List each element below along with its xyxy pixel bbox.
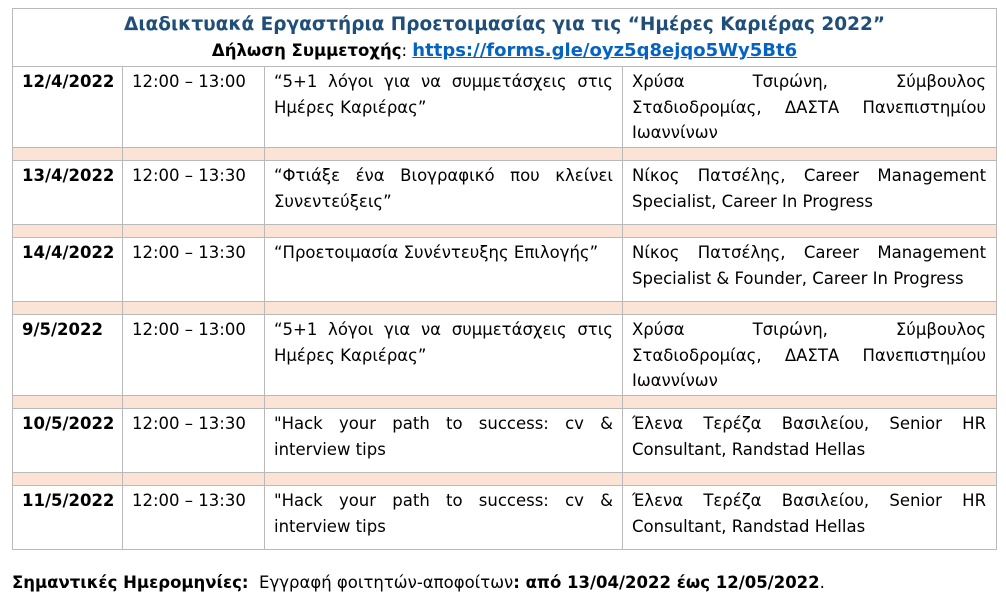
- topic-cell: "Hack your path to success: cv & interview tips: [265, 486, 623, 550]
- schedule-table: [12, 8, 997, 550]
- topic-cell: “5+1 λόγοι για να συμμετάσχεις στις Ημέρες Καριέρας”: [265, 315, 623, 396]
- speaker-cell: Έλενα Τερέζα Βασιλείου, Senior HR Consultant, Randstad Hellas: [623, 486, 997, 550]
- speaker-cell: Έλενα Τερέζα Βασιλείου, Senior HR Consultant, Randstad Hellas: [623, 409, 997, 473]
- spacer-cell: [265, 148, 623, 161]
- topic-cell: "Hack your path to success: cv & interview tips: [265, 409, 623, 473]
- spacer-cell: [123, 473, 265, 486]
- time-cell: 12:00 – 13:00: [123, 67, 265, 148]
- spacer-cell: [623, 473, 997, 486]
- time-cell: 12:00 – 13:30: [123, 238, 265, 302]
- speaker-cell: Χρύσα Τσιρώνη, Σύμβουλος Σταδιοδρομίας, ΔΑΣΤΑ Πανεπιστημίου Ιωαννίνων: [623, 67, 997, 148]
- time-cell: 12:00 – 13:30: [123, 161, 265, 225]
- time-cell: 12:00 – 13:30: [123, 486, 265, 550]
- spacer-cell: [265, 225, 623, 238]
- speaker-cell: Χρύσα Τσιρώνη, Σύμβουλος Σταδιοδρομίας, ΔΑΣΤΑ Πανεπιστημίου Ιωαννίνων: [623, 315, 997, 396]
- spacer-cell: [265, 396, 623, 409]
- important-dates-label: Σημαντικές Ημερομηνίες:: [12, 573, 249, 592]
- schedule-row: [13, 486, 997, 550]
- footer-end: .: [819, 573, 825, 592]
- schedule-row: [13, 238, 997, 302]
- spacer-cell: [623, 302, 997, 315]
- spacer-cell: [123, 396, 265, 409]
- spacer-row: [13, 148, 997, 161]
- schedule-row: [13, 409, 997, 473]
- important-dates-footer: [12, 570, 825, 596]
- declaration-label: Δήλωση Συμμετοχής: [211, 41, 402, 60]
- spacer-cell: [265, 473, 623, 486]
- date-cell: 14/4/2022: [13, 238, 123, 302]
- spacer-cell: [13, 473, 123, 486]
- date-cell: 9/5/2022: [13, 315, 123, 396]
- topic-cell: “Φτιάξε ένα Βιογραφικό που κλείνει Συνεντεύξεις”: [265, 161, 623, 225]
- spacer-cell: [13, 396, 123, 409]
- speaker-cell: Νίκος Πατσέλης, Career Management Specialist, Career In Progress: [623, 161, 997, 225]
- time-cell: 12:00 – 13:00: [123, 315, 265, 396]
- date-cell: 13/4/2022: [13, 161, 123, 225]
- date-cell: 11/5/2022: [13, 486, 123, 550]
- spacer-cell: [13, 302, 123, 315]
- spacer-cell: [123, 302, 265, 315]
- header-row: [13, 9, 997, 67]
- registration-range: : από 13/04/2022 έως 12/05/2022: [513, 573, 820, 592]
- page-title: Διαδικτυακά Εργαστήρια Προετοιμασίας για τις “Ημέρες Καριέρας 2022”: [124, 14, 886, 35]
- topic-cell: “Προετοιμασία Συνέντευξης Επιλογής”: [265, 238, 623, 302]
- spacer-cell: [13, 225, 123, 238]
- spacer-cell: [123, 148, 265, 161]
- schedule-row: [13, 67, 997, 148]
- schedule-document: [12, 8, 996, 550]
- spacer-row: [13, 396, 997, 409]
- declaration-line: [13, 38, 996, 64]
- schedule-row: [13, 315, 997, 396]
- spacer-cell: [13, 148, 123, 161]
- declaration-separator: :: [401, 41, 413, 60]
- topic-cell: “5+1 λόγοι για να συμμετάσχεις στις Ημέρες Καριέρας”: [265, 67, 623, 148]
- spacer-row: [13, 473, 997, 486]
- spacer-row: [13, 302, 997, 315]
- registration-text: Εγγραφή φοιτητών-αποφοίτων: [259, 573, 514, 592]
- header-cell: [13, 9, 997, 67]
- spacer-cell: [123, 225, 265, 238]
- registration-link[interactable]: https://forms.gle/oyz5q8ejqo5Wy5Bt6: [412, 40, 798, 61]
- spacer-row: [13, 225, 997, 238]
- speaker-cell: Νίκος Πατσέλης, Career Management Specialist & Founder, Career In Progress: [623, 238, 997, 302]
- spacer-cell: [265, 302, 623, 315]
- date-cell: 12/4/2022: [13, 67, 123, 148]
- spacer-cell: [623, 396, 997, 409]
- spacer-cell: [623, 225, 997, 238]
- date-cell: 10/5/2022: [13, 409, 123, 473]
- time-cell: 12:00 – 13:30: [123, 409, 265, 473]
- schedule-row: [13, 161, 997, 225]
- spacer-cell: [623, 148, 997, 161]
